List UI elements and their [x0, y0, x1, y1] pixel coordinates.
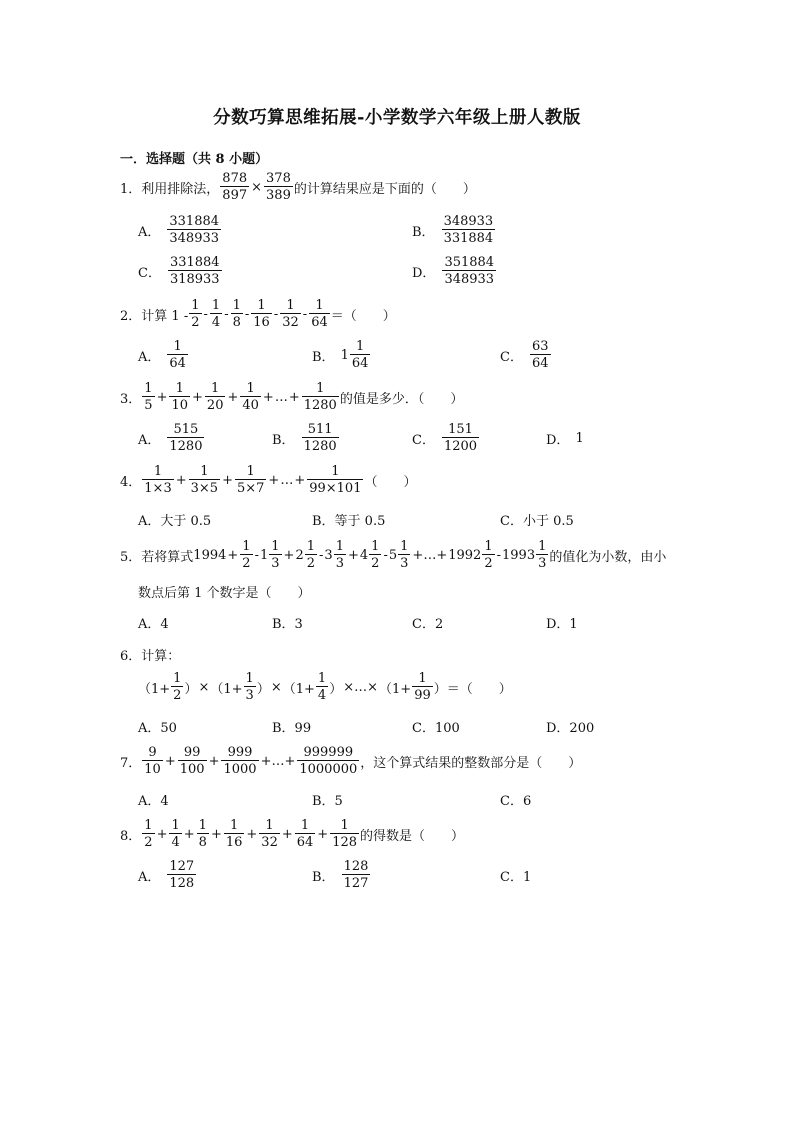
q1-suffix: 的计算结果应是下面的（ ）: [293, 181, 476, 197]
q8-suffix: 的得数是（ ）: [360, 828, 465, 844]
section-heading: 一．选择题（共 8 小题）: [120, 152, 269, 167]
q2-option-c[interactable]: C． $\frac{63}{64}$: [500, 339, 549, 371]
question-5: 5． 若将算式 1994 + $\frac{1}{2}$ - 1 $\frac{1}{3}$ + 2 $\frac{1}{2}$ - 3 $\frac{1}{3}$ + 4 $\frac{1}{2}$ - 5 $\frac{1}{3}$ +…+ 1992 $\frac{1}{2}$ - 1993 $\frac{1}{3}$ 的值化为小数，由小: [120, 539, 667, 571]
q7-suffix: ，这个算式结果的整数部分是（ ）: [360, 755, 582, 771]
q6-option-c[interactable]: C．100: [412, 721, 460, 736]
q4-suffix: （ ）: [364, 474, 417, 490]
q4-number: 4．: [120, 474, 142, 490]
question-6: 6．计算：: [120, 649, 181, 664]
q3-suffix: 的值是多少．（ ）: [339, 391, 464, 407]
question-8: 8． $\frac{1}{2}$ + $\frac{1}{4}$ + $\frac{1}{8}$ + $\frac{1}{16}$ + $\frac{1}{32}$ + $\frac{1}{64}$ + $\frac{1}{128}$ 的得数是（ ）: [120, 818, 465, 850]
q3-option-b[interactable]: B． $\frac{511}{1280}$: [272, 422, 337, 454]
q1-fraction-2: $\frac{378}{389}$: [266, 171, 291, 203]
q6-option-d[interactable]: D．200: [546, 721, 595, 736]
q1-prefix: 利用排除法，: [141, 181, 220, 197]
q1-fraction-1: $\frac{878}{897}$: [222, 171, 248, 203]
q2-option-b[interactable]: B． 1 $\frac{1}{64}$: [312, 339, 369, 371]
q1-option-c[interactable]: C． $\frac{331884}{318933}$: [138, 255, 220, 287]
q6-expression: （1+ $\frac{1}{2}$ ） × （1+ $\frac{1}{3}$ ） × （1+ $\frac{1}{4}$ ） ×…× （1+ $\frac{1}{99}$ ） ＝（ ）: [138, 671, 512, 703]
q8-option-c[interactable]: C．1: [500, 870, 532, 885]
q5-option-a[interactable]: A．4: [138, 617, 169, 632]
q3-option-d[interactable]: D． 1: [546, 431, 584, 448]
q1-number: 1．: [120, 181, 142, 197]
q6-option-b[interactable]: B．99: [272, 721, 312, 736]
question-2: 2． 计算 1 - $\frac{1}{2}$ - $\frac{1}{4}$ - $\frac{1}{8}$ - $\frac{1}{16}$ - $\frac{1}{32}$ - $\frac{1}{64}$ ＝（ ）: [120, 298, 396, 330]
page-title: 分数巧算思维拓展-小学数学六年级上册人教版: [213, 108, 581, 128]
q6-suffix: ＝（ ）: [446, 681, 512, 697]
q4-option-a[interactable]: A．大于 0.5: [138, 514, 212, 529]
question-4: 4． $\frac{1}{1\times 3}$ + $\frac{1}{3\times 5}$ + $\frac{1}{5\times 7}$ + … + $\frac{1}{99\times 101}$ （ ）: [120, 464, 417, 496]
q5-option-d[interactable]: D．1: [546, 617, 578, 632]
question-3: 3． $\frac{1}{5}$ + $\frac{1}{10}$ + $\frac{1}{20}$ + $\frac{1}{40}$ + … + $\frac{1}{1280}$ 的值是多少．（ ）: [120, 381, 464, 413]
q6-option-a[interactable]: A．50: [138, 721, 177, 736]
q4-option-c[interactable]: C．小于 0.5: [500, 514, 574, 529]
q5-prefix: 若将算式: [141, 549, 194, 565]
q1-option-a[interactable]: A． $\frac{331884}{348933}$: [138, 214, 220, 246]
q5-line-2: 数点后第 1 个数字是（ ）: [138, 586, 311, 601]
question-7: 7． $\frac{9}{10}$ + $\frac{99}{100}$ + $\frac{999}{1000}$ +…+ $\frac{999999}{1000000}$ ，这个算式结果的整数部分是（ ）: [120, 745, 582, 777]
q3-number: 3．: [120, 391, 142, 407]
q5-option-b[interactable]: B．3: [272, 617, 303, 632]
q5-option-c[interactable]: C．2: [412, 617, 444, 632]
q2-option-a[interactable]: A． $\frac{1}{64}$: [138, 339, 186, 371]
q5-suffix: 的值化为小数，由小: [549, 549, 667, 565]
q7-option-b[interactable]: B．5: [312, 794, 343, 809]
q8-option-a[interactable]: A． $\frac{127}{128}$: [138, 859, 195, 891]
q8-number: 8．: [120, 828, 142, 844]
q2-prefix: 计算 1 -: [141, 308, 189, 324]
q1-option-b[interactable]: B． $\frac{348933}{331884}$: [412, 214, 494, 246]
q4-option-b[interactable]: B．等于 0.5: [312, 514, 386, 529]
q2-suffix: ＝（ ）: [330, 308, 396, 324]
q7-number: 7．: [120, 755, 142, 771]
q7-option-c[interactable]: C．6: [500, 794, 532, 809]
q1-option-d[interactable]: D． $\frac{351884}{348933}$: [412, 255, 495, 287]
q2-number: 2．: [120, 308, 142, 324]
q8-option-b[interactable]: B． $\frac{128}{127}$: [312, 859, 369, 891]
q3-option-a[interactable]: A． $\frac{515}{1280}$: [138, 422, 203, 454]
q5-number: 5．: [120, 549, 142, 565]
q3-option-c[interactable]: C． $\frac{151}{1200}$: [412, 422, 478, 454]
question-1: [120, 172, 476, 202]
q1-times: ×: [251, 179, 263, 195]
q7-option-a[interactable]: A．4: [138, 794, 169, 809]
